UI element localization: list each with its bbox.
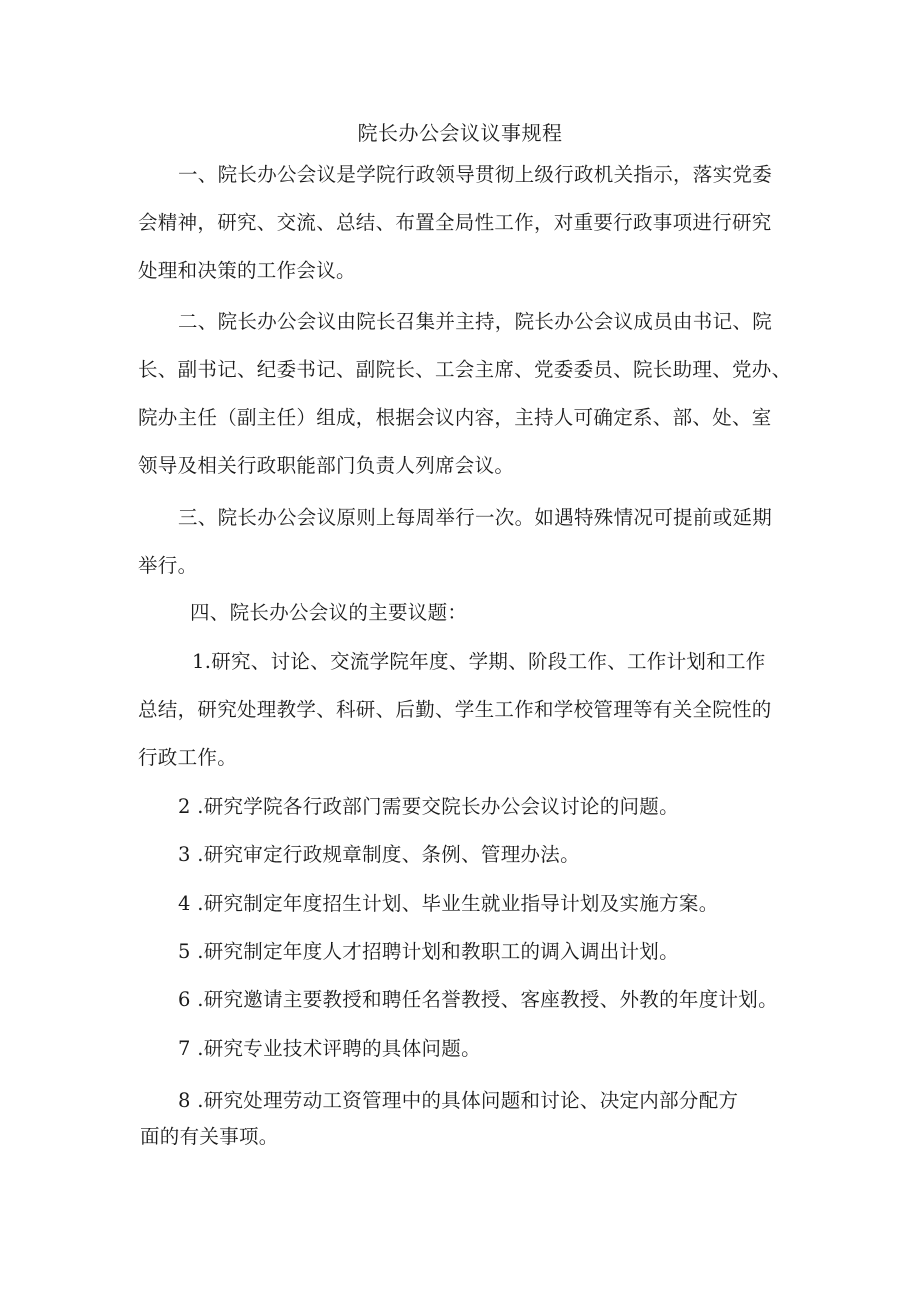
paragraph-line: 2 .研究学院各行政部门需要交院长办公会议讨论的问题。 — [178, 795, 679, 818]
paragraph-line: 领导及相关行政职能部门负责人列席会议。 — [138, 454, 515, 477]
paragraph-line: 3 .研究审定行政规章制度、条例、管理办法。 — [178, 843, 580, 866]
paragraph-line: 四、院长办公会议的主要议题： — [190, 601, 468, 624]
list-item-2 — [138, 783, 798, 831]
paragraph-4 — [138, 589, 798, 637]
list-item-1 — [138, 638, 798, 782]
paragraph-line: 院办主任（副主任）组成，根据会议内容，主持人可确定系、部、处、室 — [138, 406, 772, 429]
paragraph-line: 举行。 — [138, 554, 198, 577]
list-item-8 — [138, 1083, 798, 1155]
document-title: 院长办公会议议事规程 — [357, 121, 563, 145]
paragraph-line: 8 .研究处理劳动工资管理中的具体问题和讨论、决定内部分配方 — [178, 1089, 739, 1112]
list-item-6 — [138, 976, 798, 1024]
list-item-7 — [138, 1025, 798, 1073]
paragraph-line: 5 .研究制定年度人才招聘计划和教职工的调入调出计划。 — [178, 940, 679, 963]
paragraph-line: 会精神，研究、交流、总结、布置全局性工作，对重要行政事项进行研究 — [138, 211, 772, 234]
paragraph-line: 4 .研究制定年度招生计划、毕业生就业指导计划及实施方案。 — [178, 892, 719, 915]
paragraph-line: 行政工作。 — [138, 746, 238, 769]
paragraph-line: 面的有关事项。 — [140, 1125, 279, 1148]
list-item-5 — [138, 928, 798, 976]
list-item-4 — [138, 880, 798, 928]
paragraph-line: 二、院长办公会议由院长召集并主持，院长办公会议成员由书记、院 — [178, 310, 773, 333]
paragraph-line: 三、院长办公会议原则上每周举行一次。如遇特殊情况可提前或延期 — [178, 506, 773, 529]
paragraph-line: 长、副书记、纪委书记、副院长、工会主席、党委委员、院长助理、党办、 — [138, 358, 792, 381]
paragraph-3 — [138, 494, 798, 590]
paragraph-line: 1.研究、讨论、交流学院年度、学期、阶段工作、工作计划和工作 — [192, 650, 766, 673]
paragraph-1 — [138, 151, 798, 295]
paragraph-line: 一、院长办公会议是学院行政领导贯彻上级行政机关指示，落实党委 — [178, 163, 773, 186]
paragraph-2 — [138, 298, 798, 490]
paragraph-line: 7 .研究专业技术评聘的具体问题。 — [178, 1037, 481, 1060]
paragraph-line: 6 .研究邀请主要教授和聘任名誉教授、客座教授、外教的年度计划。 — [178, 988, 778, 1011]
list-item-3 — [138, 831, 798, 879]
paragraph-line: 总结，研究处理教学、科研、后勤、学生工作和学校管理等有关全院性的 — [138, 698, 772, 721]
paragraph-line: 处理和决策的工作会议。 — [138, 259, 356, 282]
